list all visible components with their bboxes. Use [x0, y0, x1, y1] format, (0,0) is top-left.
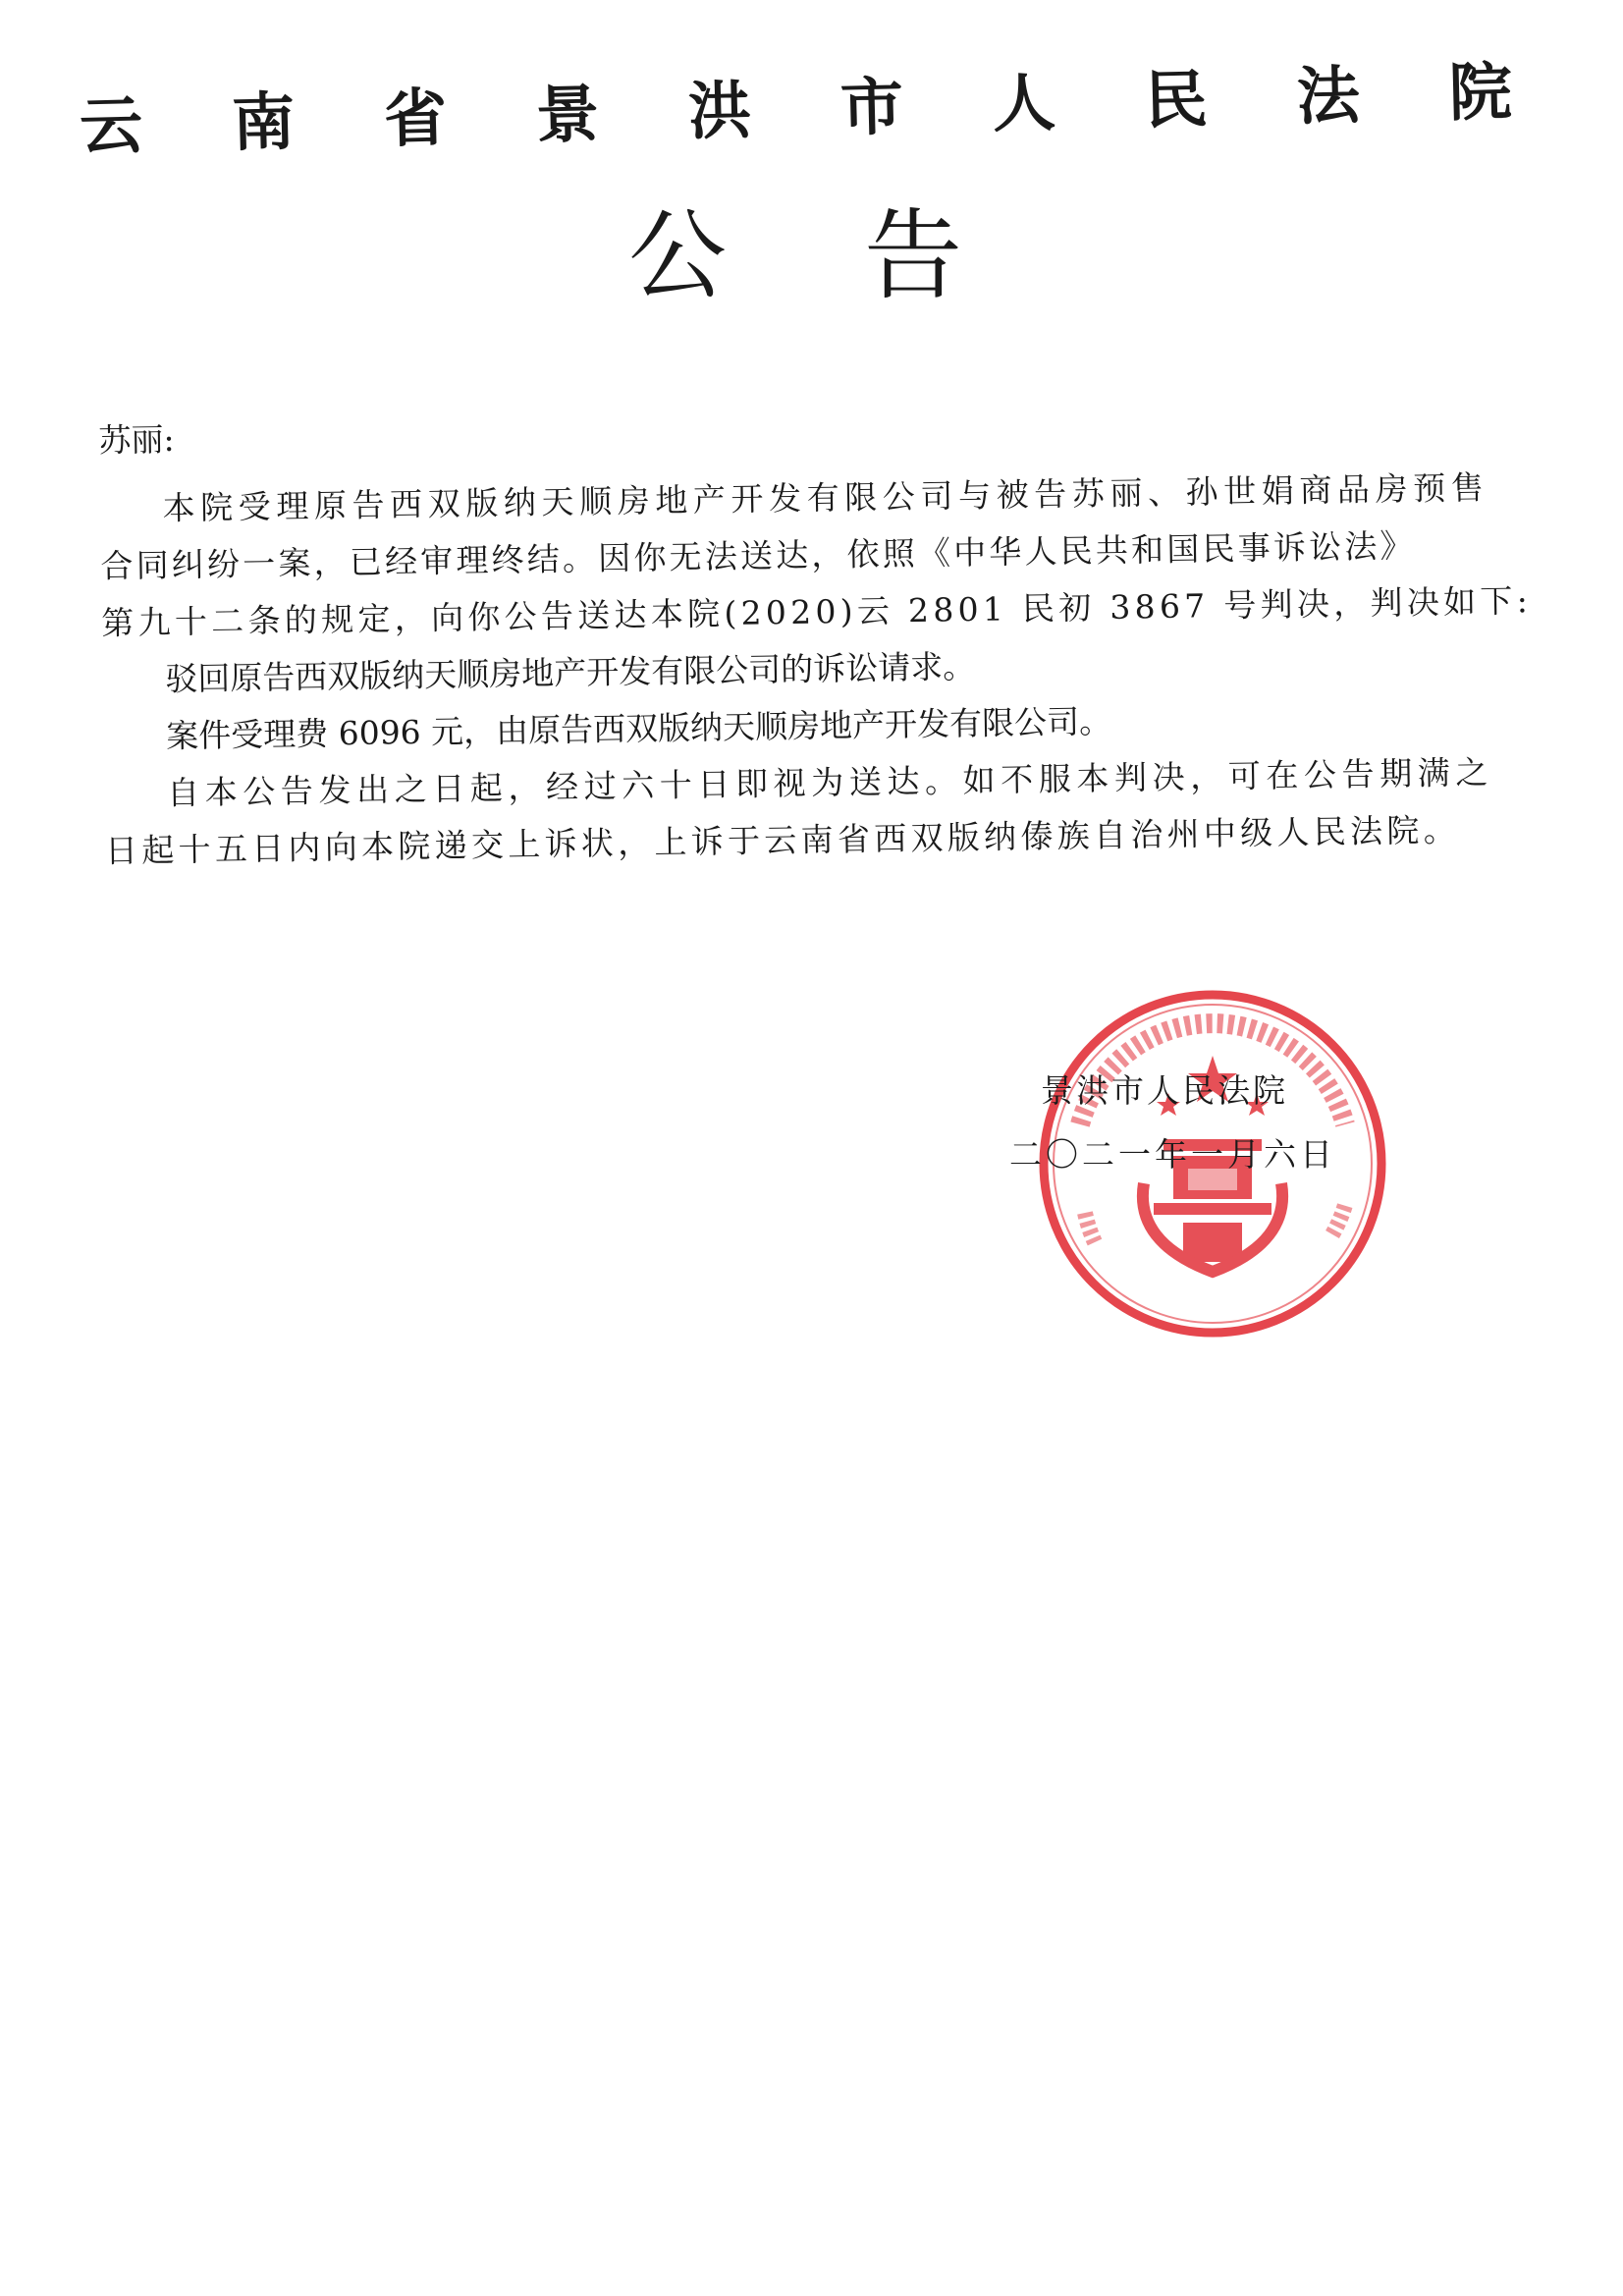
- document-type-heading: 公告: [628, 198, 1100, 313]
- signing-date: 二〇二一年一月六日: [1009, 1135, 1336, 1174]
- notice-paragraph-line-2: 日起十五日内向本院递交上诉状，上诉于云南省西双版纳傣族自治州中级人民法院。: [104, 810, 1461, 870]
- signing-court: 景洪市人民法院: [1041, 1071, 1288, 1110]
- case-paragraph-line-3: 第九十二条的规定，向你公告送达本院(2020)云 2801 民初 3867 号判决，判决如下:: [101, 581, 1533, 642]
- notice-paragraph-line-1: 自本公告发出之日起，经过六十日即视为送达。如不服本判决，可在公告期满之: [166, 752, 1494, 812]
- ruling-text: 驳回原告西双版纳天顺房地产开发有限公司的诉讼请求。: [164, 647, 976, 698]
- fee-text: 案件受理费 6096 元，由原告西双版纳天顺房地产开发有限公司。: [165, 701, 1112, 755]
- court-name-heading: 云南省景洪市人民法院: [79, 54, 1602, 164]
- addressee: 苏丽:: [98, 419, 175, 460]
- case-paragraph-line-2: 合同纠纷一案，已经审理终结。因你无法送达，依照《中华人民共和国民事诉讼法》: [100, 525, 1417, 585]
- notice-body: [98, 390, 1558, 880]
- case-paragraph-line-1: 本院受理原告西双版纳天顺房地产开发有限公司与被告苏丽、孙世娟商品房预售: [162, 467, 1489, 527]
